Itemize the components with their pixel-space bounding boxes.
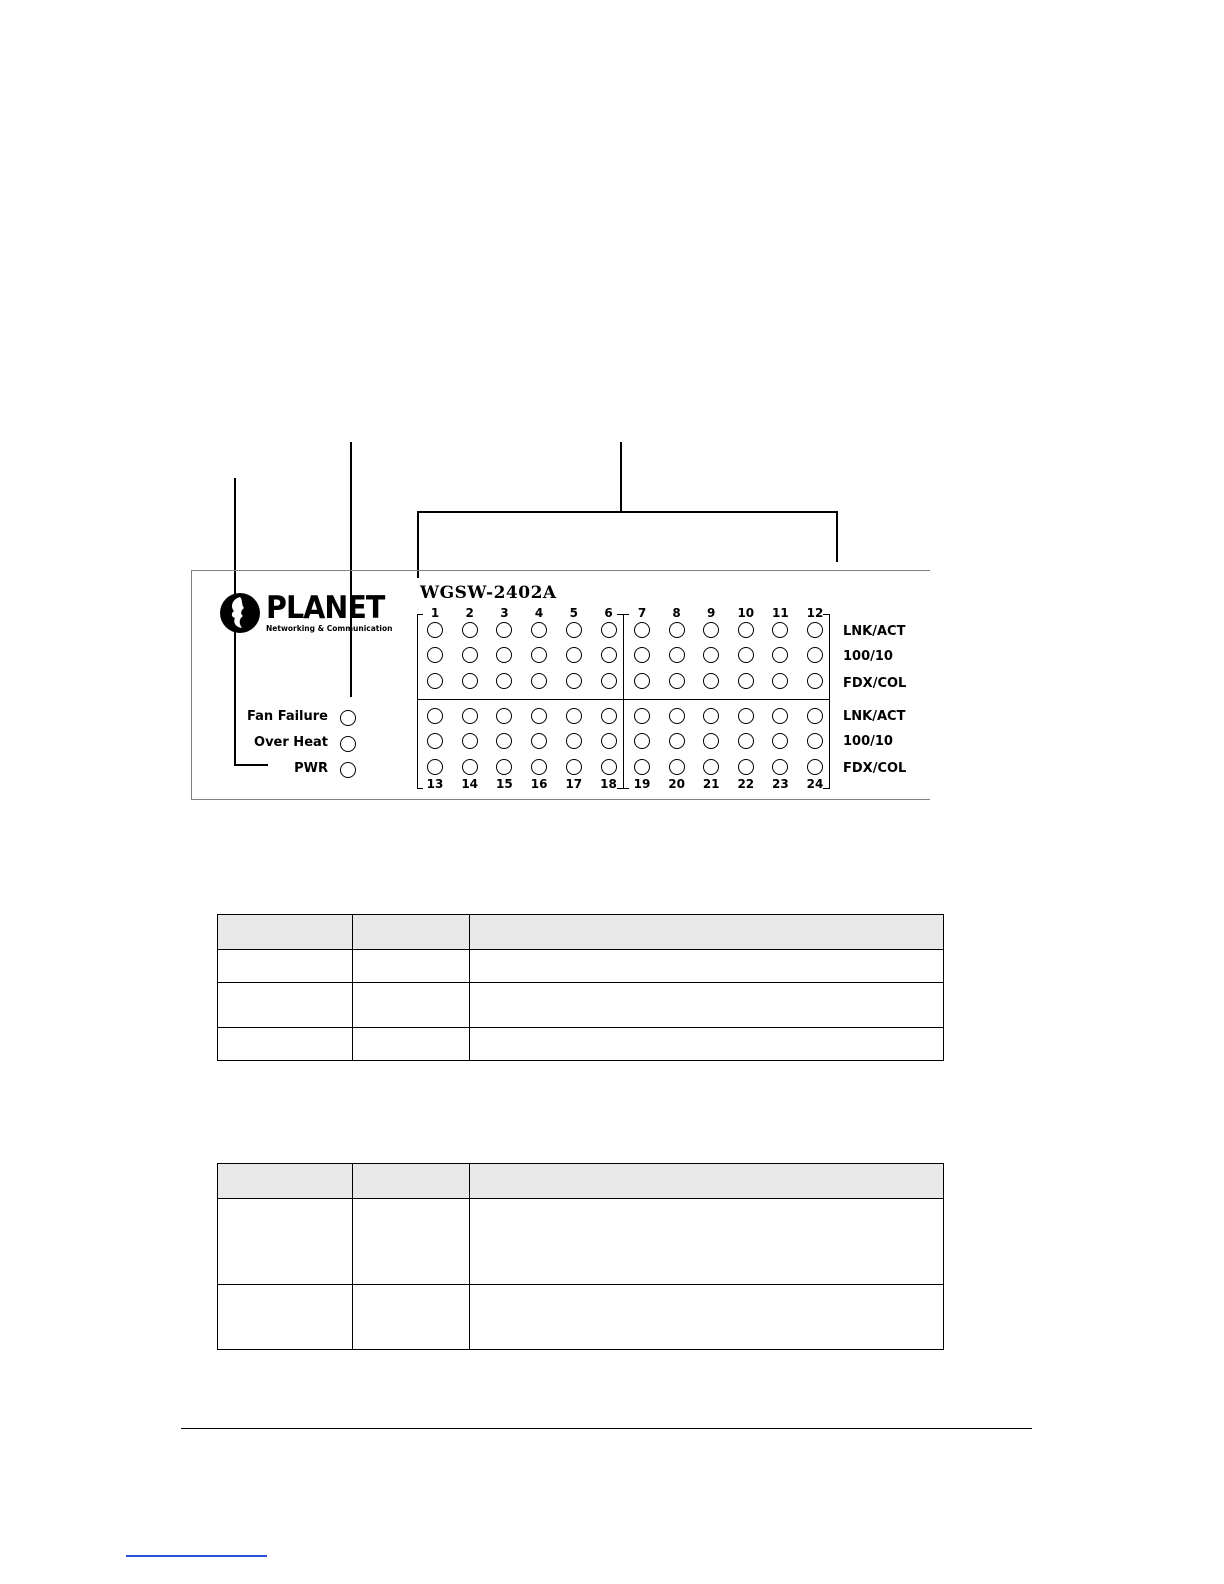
port-number-bottom: 18 [600,777,617,791]
port-led-indicator [427,759,443,775]
bracket-right-bottom-tick [823,788,829,789]
port-number-top: 7 [637,606,647,620]
model-name: WGSW-2402A [420,583,557,603]
port-led-indicator [772,622,788,638]
table-cell [218,1028,353,1061]
table-cell [470,1199,944,1285]
bracket-left-outer [417,614,418,789]
port-led-indicator [427,622,443,638]
port-number-bottom: 17 [565,777,583,791]
port-led-indicator [669,622,685,638]
port-led-indicator [634,759,650,775]
port-number-top: 10 [737,606,755,620]
table-header-cell [470,915,944,950]
table-cell [470,1028,944,1061]
port-led-indicator [703,673,719,689]
port-led-indicator [703,622,719,638]
port-number-bottom: 15 [496,777,513,791]
table-cell [353,1028,470,1061]
table-cell [353,983,470,1028]
port-number-top: 11 [772,606,789,620]
status-led-label: PWR [294,761,328,776]
port-led-indicator [772,759,788,775]
port-row-label: LNK/ACT [843,709,906,724]
system-led-table [217,914,944,1061]
table-row [218,1285,944,1350]
port-led-indicator [738,622,754,638]
port-led-indicator [427,673,443,689]
table-cell [470,950,944,983]
table-cell [470,1285,944,1350]
table-cell [218,950,353,983]
table-cell [470,983,944,1028]
port-led-indicator [738,673,754,689]
port-number-top: 4 [534,606,544,620]
table-row [218,1028,944,1061]
port-led-indicator [462,647,478,663]
port-led-indicator [669,759,685,775]
port-number-bottom: 22 [737,777,755,791]
port-led-indicator [496,673,512,689]
port-led-table [217,1163,944,1350]
port-led-indicator [807,647,823,663]
table-cell [218,1285,353,1350]
port-led-indicator [462,733,478,749]
port-led-indicator [703,733,719,749]
table-header-cell [218,915,353,950]
port-number-bottom: 13 [426,777,444,791]
port-number-top: 9 [707,606,716,620]
port-led-indicator [738,733,754,749]
port-led-indicator [738,708,754,724]
port-led-indicator [634,647,650,663]
port-led-indicator [703,759,719,775]
port-led-indicator [462,622,478,638]
port-led-indicator [496,622,512,638]
brand-subtitle: Networking & Communication [266,624,393,633]
bracket-left-top-tick [417,614,423,615]
port-led-indicator [531,708,547,724]
port-led-indicator [531,647,547,663]
port-number-top: 5 [569,606,578,620]
port-number-top: 1 [430,606,440,620]
port-number-top: 6 [604,606,613,620]
bracket-middle-top-tick-r [623,614,629,615]
port-led-indicator [807,759,823,775]
footer-rule [181,1428,1032,1429]
port-led-indicator [427,708,443,724]
port-led-indicator [601,733,617,749]
port-bracket-right [836,511,838,562]
table-row [218,983,944,1028]
port-row-label: 100/10 [843,649,893,664]
table-cell [353,1285,470,1350]
bracket-middle-divider [623,614,624,789]
table-cell [353,1199,470,1285]
table-header-row [218,1164,944,1199]
port-led-indicator [601,647,617,663]
port-number-bottom: 19 [633,777,651,791]
table-header-cell [470,1164,944,1199]
panel-border-top [191,570,930,571]
port-led-indicator [566,622,582,638]
port-number-top: 8 [672,606,681,620]
status-led-label: Over Heat [254,735,328,750]
port-row-label: FDX/COL [843,676,907,691]
port-led-indicator [531,733,547,749]
port-number-top: 2 [465,606,474,620]
port-led-indicator [601,673,617,689]
port-led-indicator [669,647,685,663]
port-number-top: 12 [806,606,824,620]
port-led-indicator [772,647,788,663]
bracket-left-bottom-tick [417,788,423,789]
port-led-indicator [703,647,719,663]
port-led-indicator [738,759,754,775]
port-led-indicator [772,733,788,749]
port-led-indicator [634,622,650,638]
port-number-bottom: 14 [461,777,479,791]
port-row-label: 100/10 [843,734,893,749]
port-row-label: FDX/COL [843,761,907,776]
port-led-indicator [601,622,617,638]
port-number-bottom: 21 [702,777,720,791]
port-led-indicator [531,622,547,638]
table-row [218,1199,944,1285]
port-led-indicator [669,733,685,749]
panel-border-bottom [191,799,930,800]
bracket-group-separator [417,699,830,700]
status-led-indicator [340,710,356,726]
port-led-indicator [807,733,823,749]
port-led-indicator [427,733,443,749]
port-led-indicator [566,673,582,689]
port-led-indicator [496,759,512,775]
footer-link-underline[interactable] [126,1555,267,1557]
bracket-right-top-tick [823,614,829,615]
status-led-label: Fan Failure [247,709,328,724]
port-number-bottom: 16 [530,777,548,791]
port-number-top: 3 [500,606,509,620]
panel-border-left [191,570,192,800]
port-led-indicator [531,673,547,689]
port-led-indicator [496,647,512,663]
port-led-indicator [807,708,823,724]
table-header-cell [218,1164,353,1199]
port-led-indicator [634,673,650,689]
table-cell [218,983,353,1028]
port-led-indicator [496,708,512,724]
port-led-indicator [462,673,478,689]
port-led-indicator [703,708,719,724]
port-led-indicator [772,708,788,724]
port-bracket-top [417,511,838,513]
status-led-indicator [340,736,356,752]
port-led-indicator [566,733,582,749]
port-led-indicator [427,647,443,663]
bracket-middle-bottom-tick-r [623,788,629,789]
table-cell [353,950,470,983]
table-header-cell [353,1164,470,1199]
bracket-right-outer [829,614,830,789]
port-led-indicator [566,759,582,775]
table-row [218,950,944,983]
table-header-row [218,915,944,950]
port-led-indicator [601,708,617,724]
port-led-indicator [462,708,478,724]
brand-name: PLANET [266,590,385,626]
port-led-indicator [496,733,512,749]
planet-logo-icon [218,591,262,635]
port-leader-vertical [620,442,622,512]
port-row-label: LNK/ACT [843,624,906,639]
table-cell [218,1199,353,1285]
table-header-cell [353,915,470,950]
port-led-indicator [634,733,650,749]
port-led-indicator [566,647,582,663]
port-led-indicator [807,622,823,638]
port-number-bottom: 23 [772,777,789,791]
port-led-indicator [462,759,478,775]
port-led-indicator [772,673,788,689]
port-led-indicator [807,673,823,689]
port-bracket-left [417,511,419,578]
status-led-indicator [340,762,356,778]
port-number-bottom: 24 [806,777,824,791]
port-number-bottom: 20 [668,777,685,791]
port-led-indicator [601,759,617,775]
port-led-indicator [738,647,754,663]
port-led-indicator [531,759,547,775]
port-led-indicator [566,708,582,724]
port-led-indicator [669,673,685,689]
port-led-indicator [669,708,685,724]
port-led-indicator [634,708,650,724]
